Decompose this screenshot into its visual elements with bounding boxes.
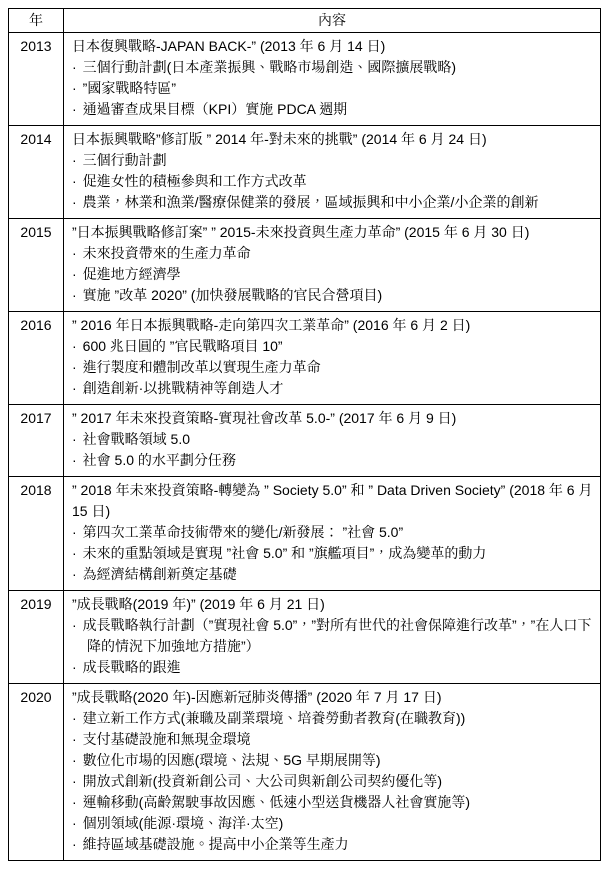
strategy-item	[72, 615, 594, 657]
strategy-item	[72, 522, 594, 543]
strategy-item	[72, 771, 594, 792]
item-text: 促進地方經濟學	[82, 266, 181, 282]
item-text: 通過審查成果目標（KPI）實施 PDCA 週期	[82, 101, 348, 117]
strategy-item	[72, 792, 594, 813]
growth-strategy-table	[8, 8, 601, 861]
strategy-item	[72, 99, 594, 120]
bullet-icon: ·	[72, 452, 77, 468]
table-row-2019	[9, 591, 601, 684]
bullet-icon: ·	[72, 287, 77, 303]
year-column-header: 年	[9, 9, 64, 33]
bullet-icon: ·	[72, 710, 77, 726]
year-cell: 2014	[9, 126, 64, 219]
strategy-item	[72, 429, 594, 450]
bullet-icon: ·	[72, 545, 77, 561]
item-text: 開放式創新(投資新創公司、大公司與新創公司契約優化等)	[82, 773, 442, 789]
table-row-2020	[9, 684, 601, 861]
item-text: 三個行動計劃	[82, 152, 167, 168]
year-cell: 2015	[9, 219, 64, 312]
year-cell: 2018	[9, 477, 64, 591]
year-cell: 2013	[9, 33, 64, 126]
strategy-item	[72, 78, 594, 99]
bullet-icon: ·	[72, 338, 77, 354]
strategy-item	[72, 708, 594, 729]
strategy-item	[72, 336, 594, 357]
year-cell: 2019	[9, 591, 64, 684]
year-cell: 2017	[9, 405, 64, 477]
bullet-icon: ·	[72, 524, 77, 540]
content-cell	[64, 684, 601, 861]
table-row-2013	[9, 33, 601, 126]
strategy-item	[72, 171, 594, 192]
bullet-icon: ·	[72, 617, 77, 633]
strategy-item	[72, 813, 594, 834]
item-text: 數位化市場的因應(環境、法規、5G 早期展開等)	[82, 752, 381, 768]
year-cell: 2020	[9, 684, 64, 861]
strategy-item	[72, 192, 594, 213]
item-text: ”國家戰略特區”	[82, 80, 176, 96]
strategy-item	[72, 264, 594, 285]
bullet-icon: ·	[72, 773, 77, 789]
item-text: 成長戰略執行計劃（”實現社會 5.0”，”對所有世代的社會保障進行改革”，”在人口下降的情況下加強地方措施”）	[82, 617, 592, 654]
strategy-item	[72, 750, 594, 771]
strategy-item	[72, 543, 594, 564]
bullet-icon: ·	[72, 359, 77, 375]
header-row	[9, 9, 601, 33]
item-text: 支付基礎設施和無現金環境	[82, 731, 251, 747]
content-cell	[64, 405, 601, 477]
strategy-item	[72, 729, 594, 750]
strategy-title: ” 2018 年未來投資策略-轉變為 ” Society 5.0” 和 ” Data Driven Society” (2018 年 6 月 15 日)	[72, 482, 593, 519]
item-text: 社會戰略領域 5.0	[82, 431, 191, 447]
strategy-item	[72, 357, 594, 378]
item-text: 農業，林業和漁業/醫療保健業的發展，區域振興和中小企業/小企業的創新	[82, 194, 539, 210]
bullet-icon: ·	[72, 659, 77, 675]
bullet-icon: ·	[72, 752, 77, 768]
item-text: 促進女性的積極參與和工作方式改革	[82, 173, 307, 189]
strategy-item	[72, 150, 594, 171]
strategy-item	[72, 57, 594, 78]
bullet-icon: ·	[72, 59, 77, 75]
strategy-item	[72, 657, 594, 678]
strategy-title: 日本復興戰略-JAPAN BACK-” (2013 年 6 月 14 日)	[72, 38, 386, 54]
item-text: 維持區域基礎設施。提高中小企業等生產力	[82, 836, 349, 852]
strategy-title: ” 2016 年日本振興戰略-走向第四次工業革命” (2016 年 6 月 2 日)	[72, 317, 471, 333]
strategy-item	[72, 564, 594, 585]
strategy-item	[72, 834, 594, 855]
table-row-2016	[9, 312, 601, 405]
item-text: 進行製度和體制改革以實現生產力革命	[82, 359, 321, 375]
bullet-icon: ·	[72, 266, 77, 282]
table-row-2015	[9, 219, 601, 312]
table-row-2017	[9, 405, 601, 477]
bullet-icon: ·	[72, 815, 77, 831]
strategy-title: 日本振興戰略”修訂版 ” 2014 年-對未來的挑戰” (2014 年 6 月 24 日)	[72, 131, 487, 147]
strategy-title: ”日本振興戰略修訂案” ” 2015-未來投資與生產力革命” (2015 年 6 月 30 日)	[72, 224, 530, 240]
bullet-icon: ·	[72, 152, 77, 168]
item-text: 未來投資帶來的生產力革命	[82, 245, 251, 261]
table-row-2018	[9, 477, 601, 591]
strategy-title: ”成長戰略(2019 年)” (2019 年 6 月 21 日)	[72, 596, 325, 612]
item-text: 運輸移動(高齡駕駛事故因應、低速小型送貨機器人社會實施等)	[82, 794, 470, 810]
item-text: 600 兆日圓的 ”官民戰略項目 10”	[82, 338, 283, 354]
bullet-icon: ·	[72, 80, 77, 96]
bullet-icon: ·	[72, 731, 77, 747]
bullet-icon: ·	[72, 245, 77, 261]
bullet-icon: ·	[72, 836, 77, 852]
bullet-icon: ·	[72, 431, 77, 447]
content-cell	[64, 591, 601, 684]
content-cell	[64, 33, 601, 126]
content-cell	[64, 219, 601, 312]
item-text: 個別領域(能源·環境、海洋·太空)	[82, 815, 284, 831]
item-text: 未來的重點領域是實現 ”社會 5.0” 和 ”旗艦項目”，成為變革的動力	[82, 545, 487, 561]
content-cell	[64, 477, 601, 591]
bullet-icon: ·	[72, 794, 77, 810]
bullet-icon: ·	[72, 380, 77, 396]
bullet-icon: ·	[72, 173, 77, 189]
content-cell	[64, 126, 601, 219]
item-text: 第四次工業革命技術帶來的變化/新發展： ”社會 5.0”	[82, 524, 404, 540]
item-text: 三個行動計劃(日本產業振興、戰略市場創造、國際擴展戰略)	[82, 59, 456, 75]
item-text: 為經濟結構創新奠定基礎	[82, 566, 237, 582]
content-column-header: 內容	[64, 9, 601, 33]
table-row-2014	[9, 126, 601, 219]
item-text: 創造創新·以挑戰精神等創造人才	[82, 380, 284, 396]
item-text: 建立新工作方式(兼職及副業環境、培養勞動者教育(在職教育))	[82, 710, 466, 726]
strategy-title: ”成長戰略(2020 年)-因應新冠肺炎傳播” (2020 年 7 月 17 日)	[72, 689, 442, 705]
item-text: 實施 ”改革 2020” (加快發展戰略的官民合營項目)	[82, 287, 383, 303]
content-cell	[64, 312, 601, 405]
strategy-title: ” 2017 年未來投資策略-實現社會改革 5.0-” (2017 年 6 月 9 日)	[72, 410, 457, 426]
bullet-icon: ·	[72, 194, 77, 210]
year-cell: 2016	[9, 312, 64, 405]
bullet-icon: ·	[72, 566, 77, 582]
strategy-item	[72, 378, 594, 399]
item-text: 社會 5.0 的水平劃分任務	[82, 452, 236, 468]
strategy-item	[72, 285, 594, 306]
strategy-item	[72, 450, 594, 471]
strategy-item	[72, 243, 594, 264]
bullet-icon: ·	[72, 101, 77, 117]
item-text: 成長戰略的跟進	[82, 659, 181, 675]
